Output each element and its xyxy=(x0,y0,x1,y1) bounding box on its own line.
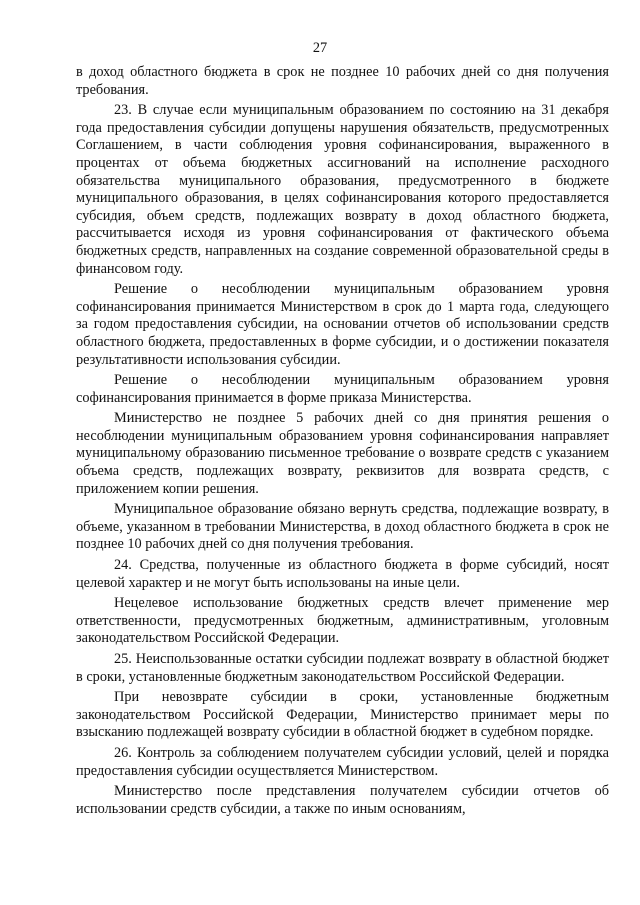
document-body xyxy=(76,64,609,821)
paragraph-1: в доход областного бюджета в срок не позднее 10 рабочих дней со дня получения требования. xyxy=(76,64,609,98)
paragraph-11: 26. Контроль за соблюдением получателем субсидии условий, целей и порядка предоставления субсидии осуществляется Министерством. xyxy=(76,744,609,779)
paragraph-7: 24. Средства, полученные из областного бюджета в форме субсидий, носят целевой характер и не могут быть использованы на иные цели. xyxy=(76,557,609,591)
paragraph-9: 25. Неиспользованные остатки субсидии подлежат возврату в областной бюджет в сроки, установленные бюджетным законодательством Российской Федерации. xyxy=(76,651,609,685)
paragraph-3: Решение о несоблюдении муниципальным образованием уровня софинансирования принимается Министерством в срок до 1 марта года, следующего за годом предоставления субсидии, на основании отчетов об использовании средств областного бюджета, предоставленных в форме субсидии, и о достижении показателя результативности использования субсидии. xyxy=(76,281,609,368)
paragraph-4: Решение о несоблюдении муниципальным образованием уровня софинансирования принимается в форме приказа Министерства. xyxy=(76,372,609,406)
paragraph-6: Муниципальное образование обязано вернуть средства, подлежащие возврату, в объеме, указанном в требовании Министерства, в доход областного бюджета в срок не позднее 10 рабочих дней со дня получения требования. xyxy=(76,501,609,553)
paragraph-12: Министерство после представления получателем субсидии отчетов об использовании средств субсидии, а также по иным основаниям, xyxy=(76,783,609,817)
paragraph-2: 23. В случае если муниципальным образованием по состоянию на 31 декабря года предоставления субсидии допущены нарушения обязательств, предусмотренных Соглашением, в части соблюдения уровня софинансирования, выраженного в процентах от объема бюджетных ассигнований на исполнение расходного обязательства муниципального образования, предусмотренного в бюджете муниципального образования, в целях софинансирования которого предоставляется субсидия, объем средств, подлежащих возврату в доход областного бюджета, рассчитывается исходя из уровня софинансирования от фактического объема бюджетных средств, направленных на создание современной образовательной среды в финансовом году. xyxy=(76,102,609,277)
paragraph-5: Министерство не позднее 5 рабочих дней со дня принятия решения о несоблюдении муниципальным образованием уровня софинансирования направляет муниципальному образованию письменное требование о возврате средств с указанием объема средств, подлежащих возврату, реквизитов для возврата средств, с приложением копии решения. xyxy=(76,410,609,497)
paragraph-10: При невозврате субсидии в сроки, установленные бюджетным законодательством Российской Федерации, Министерство принимает меры по взысканию подлежащей возврату субсидии в областной бюджет в судебном порядке. xyxy=(76,689,609,741)
page-number: 27 xyxy=(312,40,328,56)
paragraph-8: Нецелевое использование бюджетных средств влечет применение мер ответственности, предусмотренных бюджетным, административным, уголовным законодательством Российской Федерации. xyxy=(76,595,609,647)
